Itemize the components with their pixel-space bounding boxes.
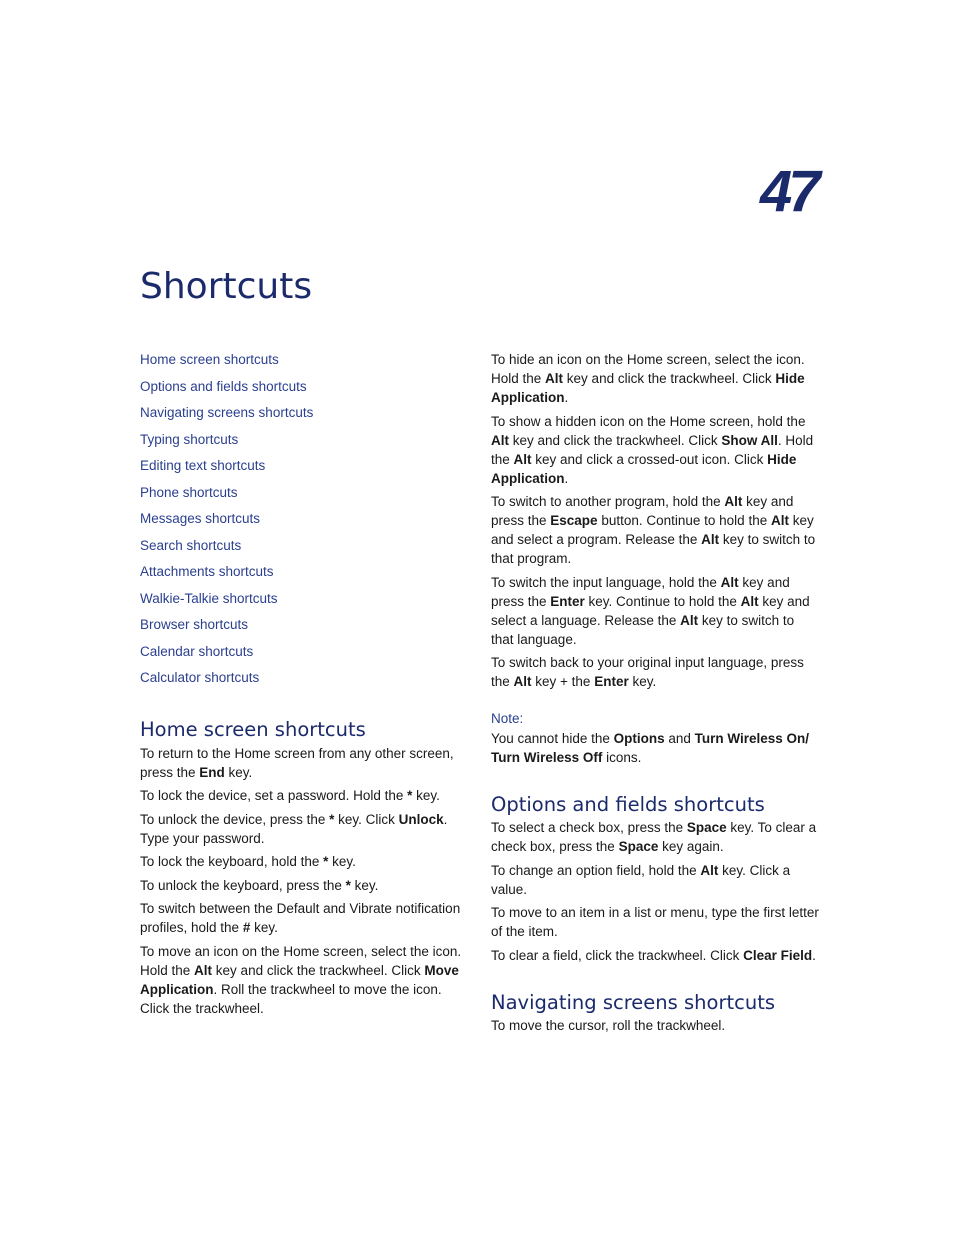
note-text: You cannot hide the Options and Turn Wireless On/ Turn Wireless Off icons.: [491, 731, 810, 765]
options-fields-heading: Options and fields shortcuts: [491, 793, 765, 816]
chapter-number: 47: [760, 159, 817, 224]
paragraph: To unlock the keyboard, press the * key.: [140, 877, 379, 893]
paragraph: To unlock the device, press the * key. Click Unlock. Type your password.: [140, 811, 448, 846]
toc-link-home-screen[interactable]: Home screen shortcuts: [140, 352, 279, 367]
toc-link-phone[interactable]: Phone shortcuts: [140, 484, 238, 500]
note-label: Note:: [491, 711, 524, 726]
right-column: [491, 350, 819, 1039]
toc-link-messages[interactable]: Messages shortcuts: [140, 511, 261, 526]
paragraph: To move an icon on the Home screen, select the icon. Hold the Alt key and click the trackwheel. Click Move Application. Roll the trackwheel to move the icon. Click the trackwheel.: [140, 943, 462, 1016]
home-screen-section: [140, 718, 462, 1018]
toc-link-browser[interactable]: Browser shortcuts: [140, 617, 249, 632]
paragraph: To move the cursor, roll the trackwheel.: [491, 1017, 726, 1033]
paragraph: To lock the keyboard, hold the * key.: [140, 854, 356, 869]
paragraph: To lock the device, set a password. Hold the * key.: [140, 788, 440, 803]
navigating-screens-heading: Navigating screens shortcuts: [491, 990, 775, 1014]
home-screen-heading: Home screen shortcuts: [140, 717, 366, 741]
paragraph: To select a check box, press the Space key. To clear a check box, press the Space key again.: [491, 820, 817, 854]
page-title: Shortcuts: [140, 266, 313, 307]
paragraph: To change an option field, hold the Alt key. Click a value.: [491, 862, 791, 897]
toc-link-walkie-talkie[interactable]: Walkie-Talkie shortcuts: [140, 590, 278, 606]
toc-link-options-fields[interactable]: Options and fields shortcuts: [140, 378, 307, 394]
toc-link-typing[interactable]: Typing shortcuts: [140, 431, 239, 447]
paragraph: To return to the Home screen from any other screen, press the End key.: [140, 745, 454, 780]
navigating-screens-section: [491, 991, 819, 1035]
table-of-contents: [140, 350, 462, 695]
left-column: [140, 350, 462, 1022]
paragraph: To switch the input language, hold the Alt key and press the Enter key. Continue to hold the Alt key and select a language. Release the Alt key to switch to that language.: [491, 574, 810, 647]
paragraph: To switch back to your original input language, press the Alt key + the Enter key.: [491, 655, 804, 689]
toc-link-navigating-screens[interactable]: Navigating screens shortcuts: [140, 405, 314, 420]
paragraph: To hide an icon on the Home screen, select the icon. Hold the Alt key and click the trackwheel. Click Hide Application.: [491, 352, 805, 405]
toc-link-editing-text[interactable]: Editing text shortcuts: [140, 458, 266, 473]
paragraph: To switch between the Default and Vibrate notification profiles, hold the # key.: [140, 901, 461, 935]
options-fields-section: [491, 793, 819, 965]
toc-link-attachments[interactable]: Attachments shortcuts: [140, 564, 274, 579]
toc-link-search[interactable]: Search shortcuts: [140, 537, 242, 553]
toc-link-calendar[interactable]: Calendar shortcuts: [140, 643, 254, 659]
paragraph: To clear a field, click the trackwheel. Click Clear Field.: [491, 947, 816, 963]
paragraph: To show a hidden icon on the Home screen, hold the Alt key and click the trackwheel. Click Show All. Hold the Alt key and click a crossed-out icon. Click Hide Application.: [491, 413, 814, 486]
paragraph: To switch to another program, hold the Alt key and press the Escape button. Continue to hold the Alt key and select a program. Release the Alt key to switch to that program.: [491, 494, 816, 566]
paragraph: To move to an item in a list or menu, type the first letter of the item.: [491, 905, 819, 939]
toc-link-calculator[interactable]: Calculator shortcuts: [140, 670, 260, 685]
